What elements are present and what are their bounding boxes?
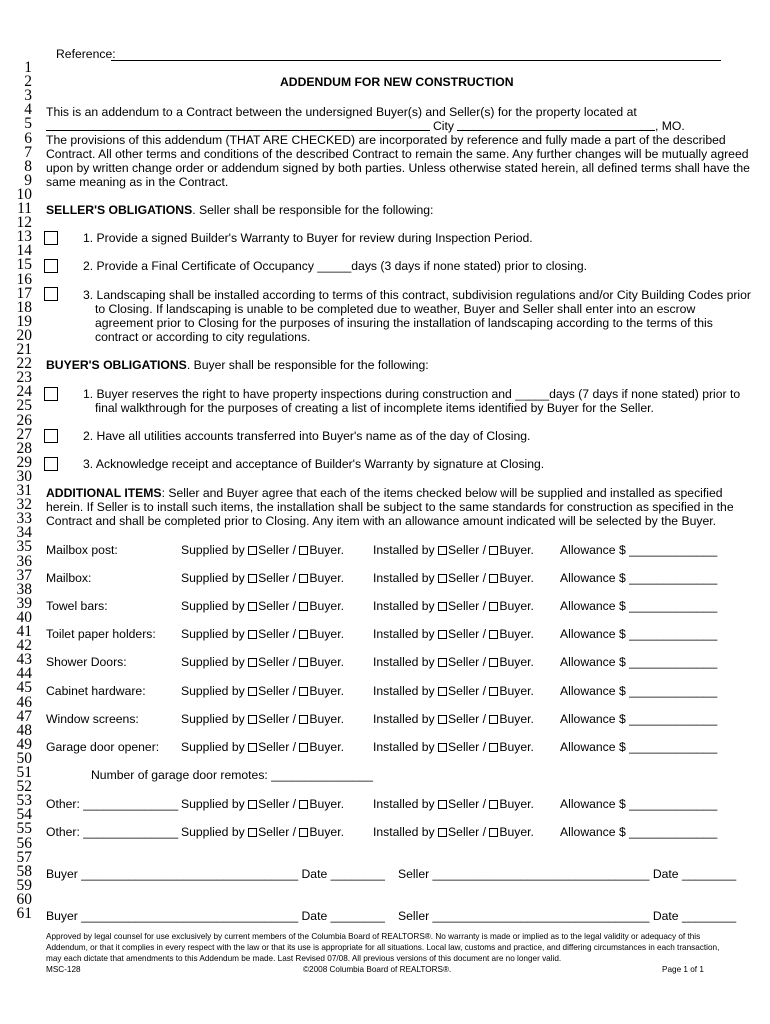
item-name: Towel bars: (46, 599, 108, 613)
installed-by-seller-option: Seller / (448, 599, 486, 613)
seller-item-3-line-2: to Closing. If landscaping is unable to be completed due to weather, Buyer and Seller shall enter into an escrow (95, 302, 696, 316)
line-number: 52 (16, 778, 32, 796)
supplied-by-group (181, 740, 344, 754)
supplied-by-buyer-option: Buyer. (309, 627, 344, 641)
line-number: 45 (16, 679, 32, 697)
supplied-by-buyer-checkbox[interactable] (299, 828, 308, 837)
supplied-by-seller-option: Seller / (258, 627, 297, 641)
supplied-by-seller-checkbox[interactable] (248, 546, 257, 555)
installed-by-label: Installed by (373, 797, 435, 811)
installed-by-buyer-checkbox[interactable] (489, 658, 498, 667)
installed-by-seller-option: Seller / (448, 684, 486, 698)
supplied-by-buyer-checkbox[interactable] (299, 658, 308, 667)
installed-by-buyer-checkbox[interactable] (489, 828, 498, 837)
seller-item-1: 1. Provide a signed Builder's Warranty to Buyer for review during Inspection Period. (83, 231, 533, 245)
city-field[interactable] (457, 130, 655, 131)
line-number: 13 (16, 228, 32, 246)
supplied-by-buyer-option: Buyer. (309, 684, 344, 698)
line-number: 9 (24, 171, 32, 189)
installed-by-group (373, 571, 534, 585)
seller-item-3-line-4: contract or according to city regulations. (95, 330, 311, 344)
form-id: MSC-128 (46, 965, 81, 974)
line-number: 50 (16, 749, 32, 767)
allowance-field[interactable]: Allowance $ _____________ (560, 825, 718, 839)
supplied-by-seller-option: Seller / (258, 797, 297, 811)
supplied-by-buyer-option: Buyer. (309, 543, 344, 557)
line-number: 61 (16, 905, 32, 922)
supplied-by-seller-checkbox[interactable] (248, 715, 257, 724)
installed-by-group (373, 740, 534, 754)
installed-by-group (373, 599, 534, 613)
installed-by-buyer-checkbox[interactable] (489, 630, 498, 639)
line-number: 1 (24, 59, 32, 76)
installed-by-group (373, 627, 534, 641)
allowance-field[interactable]: Allowance $ _____________ (560, 543, 718, 557)
garage-remotes-line: Number of garage door remotes: _______________ (91, 768, 373, 782)
item-name: Mailbox post: (46, 543, 118, 557)
supplied-by-group (181, 599, 344, 613)
reference-label: Reference: (56, 47, 116, 61)
seller-item-3-checkbox[interactable] (44, 287, 58, 301)
supplied-by-label: Supplied by (181, 543, 245, 557)
supplied-by-seller-option: Seller / (258, 571, 297, 585)
line-number: 6 (24, 129, 32, 147)
line-number: 47 (16, 707, 32, 725)
line-number: 17 (16, 284, 32, 302)
seller-obligations-heading: SELLER'S OBLIGATIONS. Seller shall be responsible for the following: (46, 203, 434, 217)
buyer-item-1-checkbox[interactable] (44, 387, 58, 401)
intro-line-1: This is an addendum to a Contract between the undersigned Buyer(s) and Seller(s) for the property located at (46, 105, 637, 119)
installed-by-buyer-checkbox[interactable] (489, 574, 498, 583)
line-number: 28 (16, 439, 32, 457)
supplied-by-seller-checkbox[interactable] (248, 687, 257, 696)
installed-by-label: Installed by (373, 740, 435, 754)
property-address-field[interactable] (46, 130, 430, 131)
supplied-by-label: Supplied by (181, 740, 245, 754)
installed-by-buyer-option: Buyer. (499, 740, 534, 754)
installed-by-seller-checkbox[interactable] (438, 546, 447, 555)
installed-by-group (373, 543, 534, 557)
line-number: 54 (16, 806, 32, 824)
line-number: 35 (16, 538, 32, 556)
line-number: 43 (16, 651, 32, 669)
installed-by-label: Installed by (373, 571, 435, 585)
installed-by-seller-checkbox[interactable] (438, 743, 447, 752)
supplied-by-group (181, 655, 344, 669)
line-number: 2 (24, 73, 32, 91)
installed-by-buyer-option: Buyer. (499, 712, 534, 726)
line-number: 10 (16, 185, 32, 203)
line-number: 60 (16, 890, 32, 908)
installed-by-seller-checkbox[interactable] (438, 800, 447, 809)
supplied-by-buyer-option: Buyer. (309, 571, 344, 585)
installed-by-seller-option: Seller / (448, 740, 486, 754)
supplied-by-group (181, 684, 344, 698)
item-name: Cabinet hardware: (46, 684, 146, 698)
installed-by-label: Installed by (373, 712, 435, 726)
line-number: 37 (16, 566, 32, 584)
footer-disclaimer-2: Addendum, or that it complies in every respect with the law or that its use is appropriate for all situations. Local law, customs and practice, and differing circumstances in each transaction, (46, 943, 720, 952)
seller-signature-line-2[interactable]: Seller ________________________________ Date ________ (398, 909, 737, 923)
installed-by-label: Installed by (373, 599, 435, 613)
line-number: 39 (16, 594, 32, 612)
supplied-by-seller-checkbox[interactable] (248, 800, 257, 809)
page-number: Page 1 of 1 (662, 965, 704, 974)
additional-items-line-1: ADDITIONAL ITEMS: Seller and Buyer agree that each of the items checked below will be supplied and installed as specified (46, 486, 723, 500)
supplied-by-seller-option: Seller / (258, 684, 297, 698)
line-number: 59 (16, 876, 32, 894)
line-number: 7 (24, 143, 32, 161)
seller-item-2-checkbox[interactable] (44, 259, 58, 273)
item-name: Other: ______________ (46, 797, 179, 811)
line-number: 56 (16, 834, 32, 852)
line-number: 19 (16, 312, 32, 330)
intro-line-4: Contract. All other terms and conditions of the described Contract to remain the same. Any further changes will be mutually agreed (46, 147, 749, 161)
line-number: 30 (16, 467, 32, 485)
installed-by-label: Installed by (373, 655, 435, 669)
seller-item-3-line-3: agreement prior to Closing for the purposes of insuring the installation of landscaping according to the terms of this (95, 316, 713, 330)
installed-by-seller-checkbox[interactable] (438, 828, 447, 837)
installed-by-seller-checkbox[interactable] (438, 574, 447, 583)
line-number: 27 (16, 425, 32, 443)
line-number: 55 (16, 820, 32, 838)
supplied-by-group (181, 627, 344, 641)
supplied-by-buyer-checkbox[interactable] (299, 743, 308, 752)
installed-by-seller-checkbox[interactable] (438, 687, 447, 696)
line-number: 14 (16, 242, 32, 260)
supplied-by-buyer-option: Buyer. (309, 655, 344, 669)
line-number: 32 (16, 496, 32, 514)
allowance-field[interactable]: Allowance $ _____________ (560, 740, 718, 754)
buyer-signature-line-2[interactable]: Buyer ________________________________ Date ________ (46, 909, 385, 923)
state-suffix: , MO. (655, 119, 685, 133)
allowance-field[interactable]: Allowance $ _____________ (560, 712, 718, 726)
item-name: Mailbox: (46, 571, 92, 585)
reference-field[interactable] (111, 60, 721, 61)
line-number: 44 (16, 665, 32, 683)
allowance-field[interactable]: Allowance $ _____________ (560, 797, 718, 811)
line-number: 58 (16, 862, 32, 880)
supplied-by-label: Supplied by (181, 599, 245, 613)
supplied-by-buyer-checkbox[interactable] (299, 546, 308, 555)
intro-line-3: The provisions of this addendum (THAT ARE CHECKED) are incorporated by reference and fully made a part of the described (46, 133, 726, 147)
buyer-item-2: 2. Have all utilities accounts transferred into Buyer's name as of the day of Closing. (83, 429, 531, 443)
line-number: 16 (16, 270, 32, 288)
item-name: Toilet paper holders: (46, 627, 156, 641)
buyer-item-3: 3. Acknowledge receipt and acceptance of Builder's Warranty by signature at Closing. (83, 457, 545, 471)
line-number: 24 (16, 383, 32, 401)
supplied-by-label: Supplied by (181, 655, 245, 669)
seller-item-2: 2. Provide a Final Certificate of Occupancy _____days (3 days if none stated) prior to closing. (83, 259, 588, 273)
allowance-field[interactable]: Allowance $ _____________ (560, 655, 718, 669)
installed-by-buyer-option: Buyer. (499, 684, 534, 698)
line-number: 15 (16, 256, 32, 274)
installed-by-buyer-option: Buyer. (499, 797, 534, 811)
copyright: ©2008 Columbia Board of REALTORS®. (303, 965, 452, 974)
supplied-by-seller-checkbox[interactable] (248, 630, 257, 639)
line-number: 38 (16, 580, 32, 598)
supplied-by-seller-checkbox[interactable] (248, 574, 257, 583)
allowance-field[interactable]: Allowance $ _____________ (560, 599, 718, 613)
page-title: ADDENDUM FOR NEW CONSTRUCTION (280, 75, 514, 89)
installed-by-group (373, 684, 534, 698)
seller-item-3-line-1: 3. Landscaping shall be installed according to terms of this contract, subdivision regulations and/or City Building Codes prior (83, 288, 751, 302)
installed-by-seller-checkbox[interactable] (438, 658, 447, 667)
installed-by-label: Installed by (373, 825, 435, 839)
supplied-by-buyer-option: Buyer. (309, 797, 344, 811)
installed-by-buyer-option: Buyer. (499, 627, 534, 641)
supplied-by-seller-option: Seller / (258, 655, 297, 669)
supplied-by-seller-option: Seller / (258, 543, 297, 557)
intro-line-6: same meaning as in the Contract. (46, 175, 229, 189)
buyer-item-3-checkbox[interactable] (44, 457, 58, 471)
installed-by-seller-option: Seller / (448, 655, 486, 669)
supplied-by-buyer-checkbox[interactable] (299, 800, 308, 809)
supplied-by-buyer-option: Buyer. (309, 599, 344, 613)
line-number: 51 (16, 764, 32, 781)
allowance-field[interactable]: Allowance $ _____________ (560, 571, 718, 585)
line-number: 5 (24, 115, 32, 133)
installed-by-buyer-option: Buyer. (499, 599, 534, 613)
installed-by-seller-checkbox[interactable] (438, 602, 447, 611)
line-number: 49 (16, 735, 32, 753)
line-number: 29 (16, 453, 32, 471)
seller-signature-line-1[interactable]: Seller ________________________________ Date ________ (398, 867, 737, 881)
line-number: 41 (16, 623, 32, 640)
installed-by-seller-option: Seller / (448, 712, 486, 726)
line-number: 26 (16, 411, 32, 429)
item-name: Other: ______________ (46, 825, 179, 839)
seller-item-1-checkbox[interactable] (44, 231, 58, 245)
line-number: 20 (16, 326, 32, 344)
line-number: 25 (16, 397, 32, 415)
line-number: 8 (24, 157, 32, 175)
line-number: 53 (16, 792, 32, 810)
buyer-item-2-checkbox[interactable] (44, 429, 58, 443)
installed-by-group (373, 825, 534, 839)
installed-by-buyer-checkbox[interactable] (489, 687, 498, 696)
supplied-by-seller-option: Seller / (258, 712, 297, 726)
supplied-by-buyer-option: Buyer. (309, 740, 344, 754)
line-number: 33 (16, 510, 32, 528)
supplied-by-group (181, 543, 344, 557)
supplied-by-buyer-checkbox[interactable] (299, 630, 308, 639)
footer-disclaimer-3: may each dictate that amendments to this Addendum be made. Last Revised 07/08. All previous versions of this document are no longer valid. (46, 954, 562, 963)
item-name: Shower Doors: (46, 655, 127, 669)
line-number: 31 (16, 482, 32, 499)
line-number: 40 (16, 608, 32, 626)
buyer-signature-line-1[interactable]: Buyer ________________________________ Date ________ (46, 867, 385, 881)
line-number: 34 (16, 524, 32, 542)
supplied-by-label: Supplied by (181, 797, 245, 811)
supplied-by-label: Supplied by (181, 712, 245, 726)
installed-by-seller-option: Seller / (448, 543, 486, 557)
installed-by-seller-option: Seller / (448, 825, 486, 839)
supplied-by-buyer-option: Buyer. (309, 712, 344, 726)
installed-by-buyer-option: Buyer. (499, 825, 534, 839)
allowance-field[interactable]: Allowance $ _____________ (560, 684, 718, 698)
line-number: 36 (16, 552, 32, 570)
line-number: 18 (16, 298, 32, 316)
allowance-field[interactable]: Allowance $ _____________ (560, 627, 718, 641)
installed-by-seller-checkbox[interactable] (438, 715, 447, 724)
item-name: Garage door opener: (46, 740, 160, 754)
installed-by-seller-option: Seller / (448, 571, 486, 585)
supplied-by-label: Supplied by (181, 627, 245, 641)
supplied-by-buyer-option: Buyer. (309, 825, 344, 839)
line-number: 23 (16, 369, 32, 387)
supplied-by-label: Supplied by (181, 825, 245, 839)
installed-by-seller-option: Seller / (448, 627, 486, 641)
supplied-by-group (181, 712, 344, 726)
line-number: 48 (16, 721, 32, 739)
line-number: 42 (16, 637, 32, 655)
installed-by-buyer-checkbox[interactable] (489, 546, 498, 555)
supplied-by-seller-checkbox[interactable] (248, 828, 257, 837)
line-number: 11 (17, 200, 32, 217)
supplied-by-seller-option: Seller / (258, 599, 297, 613)
supplied-by-seller-checkbox[interactable] (248, 602, 257, 611)
buyer-item-1-line-2: final walkthrough for the purposes of creating a list of incomplete items identified by Buyer for the Seller. (95, 401, 654, 415)
additional-items-line-3: Contract and shall be completed prior to Closing. Any item with an allowance amount indicated will be selected by the Buyer. (46, 514, 717, 528)
intro-line-5: upon by written change order or addendum signed by both parties. Unless otherwise stated herein, all defined terms shall have the (46, 161, 750, 175)
installed-by-group (373, 797, 534, 811)
installed-by-group (373, 712, 534, 726)
city-label: City (433, 119, 454, 133)
supplied-by-seller-checkbox[interactable] (248, 658, 257, 667)
installed-by-seller-checkbox[interactable] (438, 630, 447, 639)
supplied-by-buyer-checkbox[interactable] (299, 687, 308, 696)
installed-by-label: Installed by (373, 627, 435, 641)
item-name: Window screens: (46, 712, 139, 726)
additional-items-line-2: herein. If Seller is to install such items, the installation shall be subject to the same standards for construction as specified in the (46, 500, 734, 514)
footer-disclaimer-1: Approved by legal counsel for use exclusively by current members of the Columbia Board of REALTORS®. No warranty is made or implied as to the legal validity or adequacy of this (46, 932, 701, 941)
line-number: 46 (16, 693, 32, 711)
supplied-by-seller-checkbox[interactable] (248, 743, 257, 752)
supplied-by-buyer-checkbox[interactable] (299, 574, 308, 583)
supplied-by-buyer-checkbox[interactable] (299, 715, 308, 724)
installed-by-buyer-checkbox[interactable] (489, 715, 498, 724)
installed-by-buyer-checkbox[interactable] (489, 602, 498, 611)
supplied-by-group (181, 797, 344, 811)
installed-by-group (373, 655, 534, 669)
installed-by-buyer-option: Buyer. (499, 571, 534, 585)
installed-by-seller-option: Seller / (448, 797, 486, 811)
supplied-by-buyer-checkbox[interactable] (299, 602, 308, 611)
supplied-by-label: Supplied by (181, 684, 245, 698)
installed-by-label: Installed by (373, 543, 435, 557)
installed-by-label: Installed by (373, 684, 435, 698)
line-number: 22 (16, 355, 32, 373)
buyer-obligations-heading: BUYER'S OBLIGATIONS. Buyer shall be responsible for the following: (46, 358, 429, 372)
supplied-by-seller-option: Seller / (258, 825, 297, 839)
installed-by-buyer-checkbox[interactable] (489, 743, 498, 752)
installed-by-buyer-option: Buyer. (499, 655, 534, 669)
installed-by-buyer-checkbox[interactable] (489, 800, 498, 809)
supplied-by-seller-option: Seller / (258, 740, 297, 754)
line-number: 3 (24, 87, 32, 105)
buyer-item-1-line-1: 1. Buyer reserves the right to have property inspections during construction and _____days (7 days if none stated) prior to (83, 387, 741, 401)
line-number: 21 (16, 341, 32, 358)
line-number: 57 (16, 848, 32, 866)
supplied-by-label: Supplied by (181, 571, 245, 585)
line-number: 12 (16, 214, 32, 232)
supplied-by-group (181, 571, 344, 585)
supplied-by-group (181, 825, 344, 839)
installed-by-buyer-option: Buyer. (499, 543, 534, 557)
line-number: 4 (24, 101, 32, 119)
